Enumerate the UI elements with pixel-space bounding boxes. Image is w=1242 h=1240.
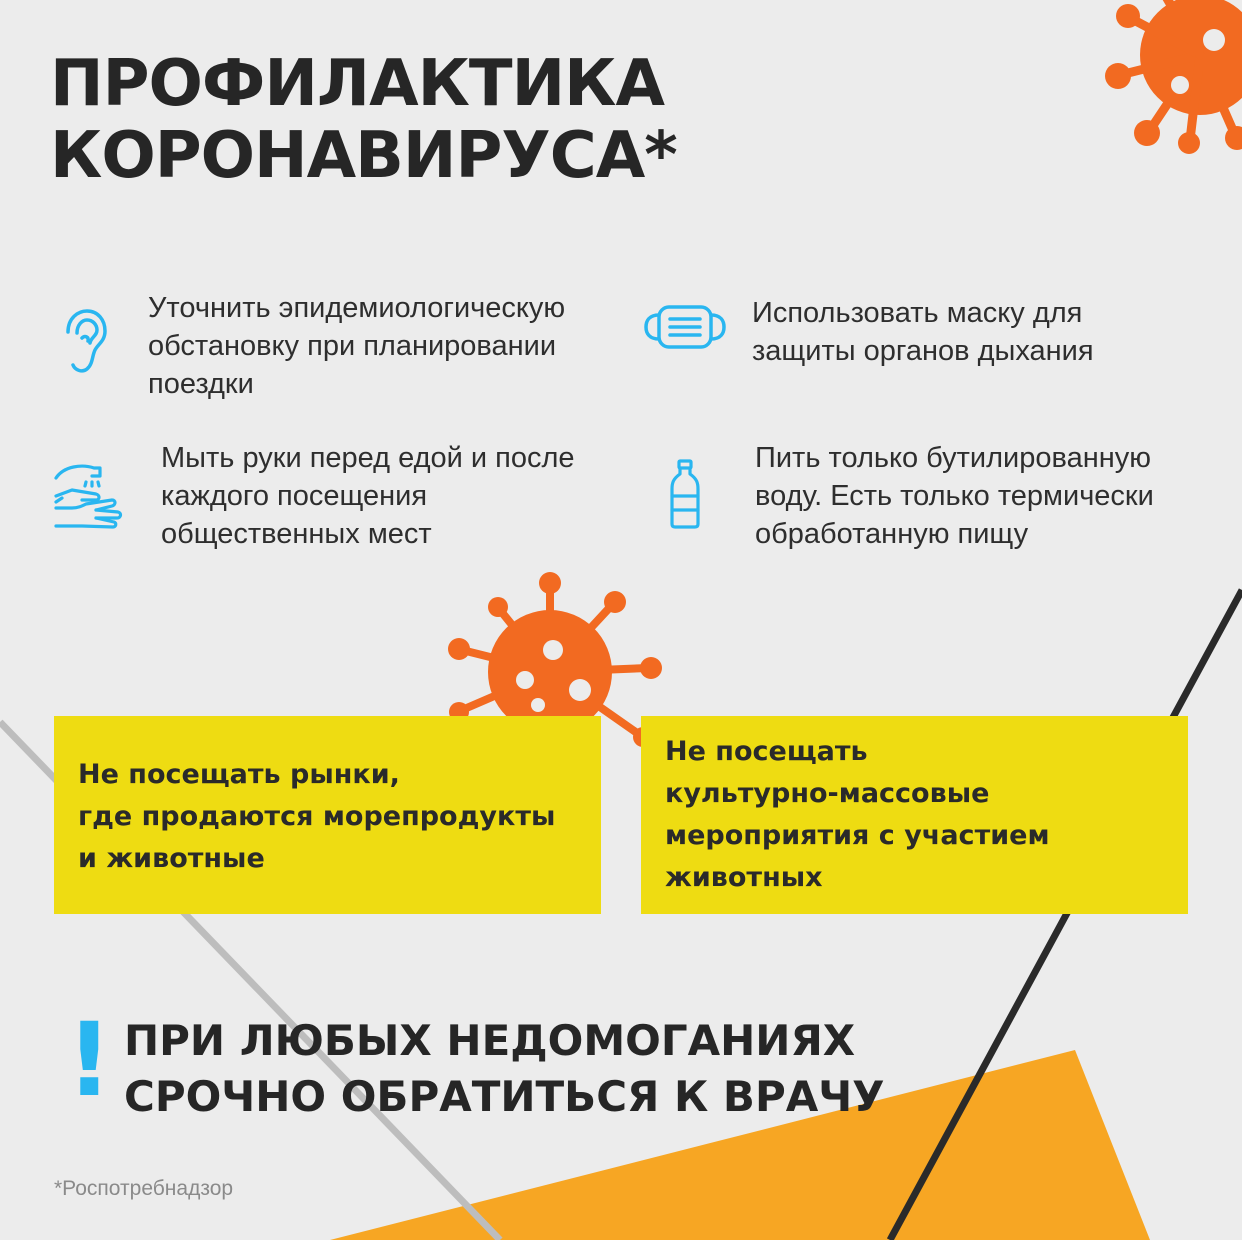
- bottle-icon: [668, 458, 702, 530]
- ear-icon: [58, 308, 110, 374]
- hand-washing-icon: [52, 460, 124, 532]
- tip-water-text: [755, 439, 1154, 553]
- warning-line-2: СРОЧНО ОБРАТИТЬСЯ К ВРАЧУ: [124, 1072, 885, 1121]
- tip-travel-text: [148, 289, 565, 403]
- exclamation-icon: !: [66, 1001, 113, 1120]
- card-events: [641, 716, 1188, 914]
- virus-icon-top-right: [1105, 0, 1242, 154]
- card-markets: [54, 716, 601, 914]
- warning-text: [124, 1013, 885, 1125]
- tip-water-label: Пить только бутилированную воду. Есть только термически обработанную пищу: [755, 442, 1154, 550]
- card-events-text: Не посещать культурно-массовые мероприятия с участием животных: [665, 736, 1050, 893]
- warning-line-1: ПРИ ЛЮБЫХ НЕДОМОГАНИЯХ: [124, 1016, 856, 1065]
- source-footnote: *Роспотребнадзор: [54, 1177, 234, 1200]
- mask-icon: [643, 303, 727, 351]
- tip-travel-label: Уточнить эпидемиологическую обстановку при планировании поездки: [148, 292, 566, 400]
- tip-mask-label: Использовать маску для защиты органов дыхания: [752, 297, 1094, 367]
- title-line-2: КОРОНАВИРУСА*: [50, 119, 677, 193]
- page-title: [50, 48, 677, 192]
- card-markets-text: Не посещать рынки, где продаются морепродукты и животные: [78, 759, 556, 874]
- title-line-1: ПРОФИЛАКТИКА: [50, 47, 664, 121]
- tip-handwash-text: [161, 439, 575, 553]
- tip-handwash-label: Мыть руки перед едой и после каждого посещения общественных мест: [161, 442, 575, 550]
- tip-mask-text: [752, 294, 1094, 370]
